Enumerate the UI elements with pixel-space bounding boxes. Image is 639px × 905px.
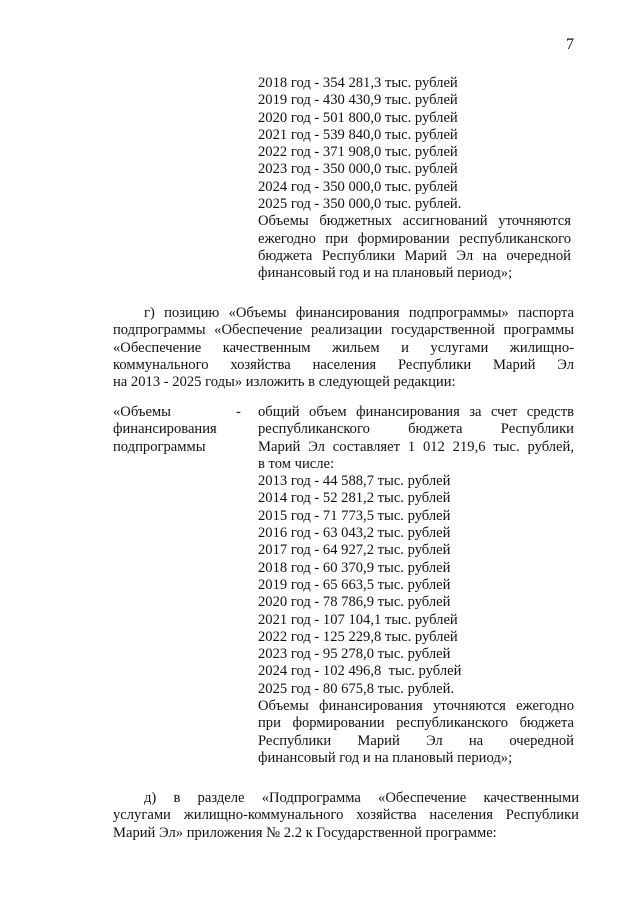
amount-line: 2014 год - 52 281,2 тыс. рублей [258, 490, 451, 507]
amount-line: 2013 год - 44 588,7 тыс. рублей [258, 473, 451, 490]
intro-line: общий объем финансирования за счет средств [258, 404, 574, 420]
amount-line: 2021 год - 107 104,1 тыс. рублей [258, 611, 458, 628]
page-number: 7 [566, 36, 574, 53]
amount-line: 2020 год - 501 800,0 тыс. рублей [258, 109, 458, 126]
amount-line: 2024 год - 350 000,0 тыс. рублей [258, 178, 458, 195]
amount-line: 2015 год - 71 773,5 тыс. рублей [258, 507, 451, 524]
intro-line: республиканского бюджета Республики [258, 421, 574, 438]
financing-block [258, 404, 574, 767]
amount-line: 2025 год - 350 000,0 тыс. рублей. [258, 196, 462, 213]
label-line: подпрограммы [113, 438, 206, 455]
amount-line: 2018 год - 354 281,3 тыс. рублей [258, 75, 458, 91]
paragraph-d [113, 790, 579, 842]
amount-line: 2022 год - 371 908,0 тыс. рублей [258, 144, 458, 161]
intro-line: в том числе: [258, 455, 335, 472]
note-line: бюджета Республики Марий Эл на очередной [258, 247, 571, 264]
amount-line: 2021 год - 539 840,0 тыс. рублей [258, 126, 458, 143]
paragraph-g [113, 305, 574, 391]
amount-line: 2019 год - 65 663,5 тыс. рублей [258, 576, 451, 593]
label-line: «Объемы [113, 404, 171, 420]
amount-line: 2024 год - 102 496,8 тыс. рублей [258, 663, 462, 680]
amount-line: 2022 год - 125 229,8 тыс. рублей [258, 628, 458, 645]
paragraph-line: «Обеспечение качественным жильем и услугами жилищно- [113, 339, 574, 356]
note-line: финансовый год и на плановый период»; [258, 749, 513, 766]
amount-line: 2025 год - 80 675,8 тыс. рублей. [258, 680, 455, 697]
note-line: Республики Марий Эл на очередной [258, 732, 574, 749]
amount-line: 2020 год - 78 786,9 тыс. рублей [258, 594, 451, 611]
amount-line: 2023 год - 350 000,0 тыс. рублей [258, 161, 458, 178]
paragraph-line: услугами жилищно-коммунального хозяйства населения Республики [113, 807, 579, 824]
paragraph-line: на 2013 - 2025 годы» изложить в следующей редакции: [113, 374, 456, 391]
amount-line: 2016 год - 63 043,2 тыс. рублей [258, 525, 451, 542]
note-line: Объемы финансирования уточняются ежегодно [258, 698, 574, 715]
note-line: ежегодно при формировании республиканского [258, 230, 571, 247]
amount-line: 2019 год - 430 430,9 тыс. рублей [258, 92, 458, 109]
intro-line: Марий Эл составляет 1 012 219,6 тыс. рублей, [258, 438, 574, 455]
note-line: Объемы бюджетных ассигнований уточняются [258, 213, 571, 230]
label-line: финансирования [113, 421, 217, 438]
note-line: финансовый год и на плановый период»; [258, 265, 513, 282]
amount-line: 2017 год - 64 927,2 тыс. рублей [258, 542, 451, 559]
top-amounts-block [258, 75, 571, 283]
amount-line: 2018 год - 60 370,9 тыс. рублей [258, 559, 451, 576]
dash-separator: - [236, 404, 241, 420]
paragraph-line: Марий Эл» приложения № 2.2 к Государственной программе: [113, 824, 497, 841]
paragraph-line: д) в разделе «Подпрограмма «Обеспечение качественными [144, 790, 579, 806]
amount-line: 2023 год - 95 278,0 тыс. рублей [258, 646, 451, 663]
position-label [113, 404, 253, 456]
note-line: при формировании республиканского бюджета [258, 715, 574, 732]
paragraph-line: г) позицию «Объемы финансирования подпрограммы» паспорта [144, 305, 574, 321]
paragraph-line: коммунального хозяйства населения Республики Марий Эл [113, 356, 574, 373]
paragraph-line: подпрограммы «Обеспечение реализации государственной программы [113, 322, 574, 339]
